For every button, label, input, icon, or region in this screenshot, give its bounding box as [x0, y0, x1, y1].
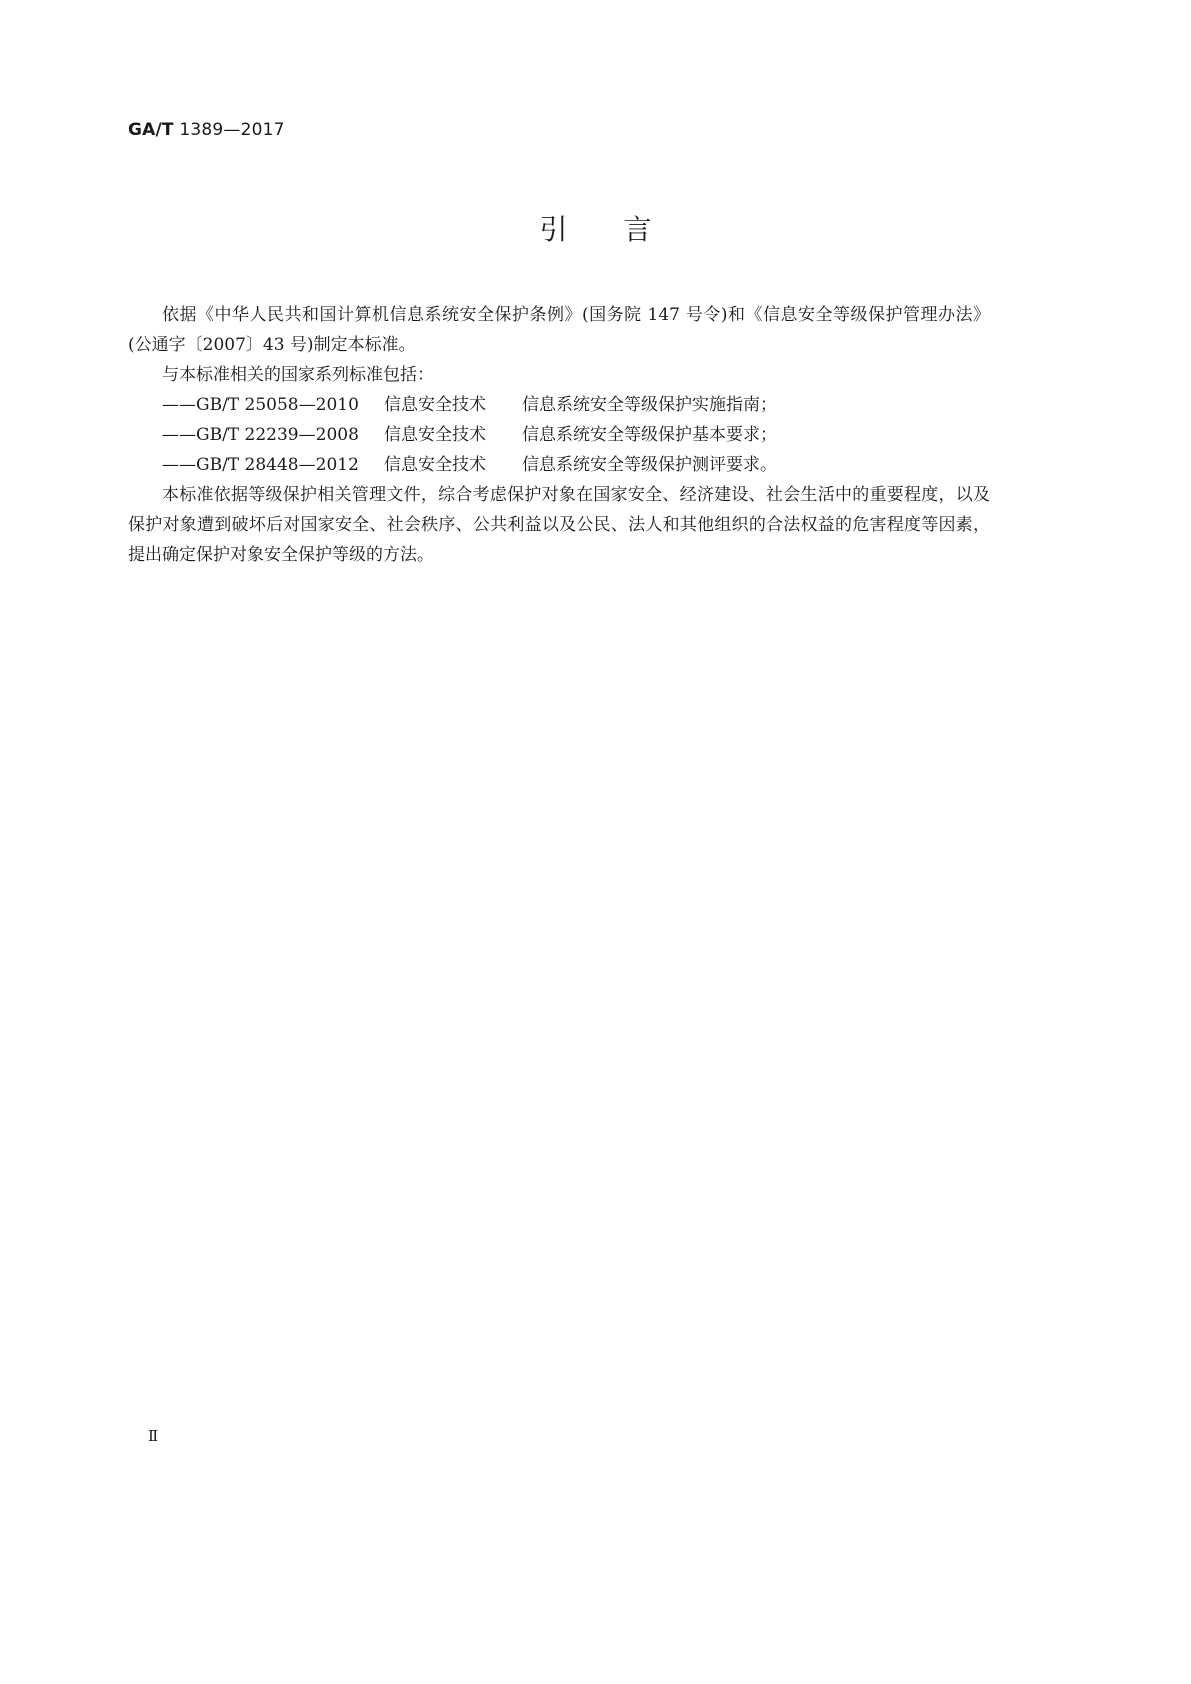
standard-title: 信息系统安全等级保护测评要求。	[522, 455, 777, 475]
page-number: Ⅱ	[148, 1427, 159, 1445]
standard-code: ——GB/T 25058—2010	[162, 395, 359, 415]
paragraph-related-standards-intro: 与本标准相关的国家系列标准包括：	[162, 365, 434, 385]
standard-category: 信息安全技术	[384, 395, 486, 415]
standard-category: 信息安全技术	[384, 425, 486, 445]
standard-code: ——GB/T 28448—2012	[162, 455, 359, 475]
standard-category: 信息安全技术	[384, 455, 486, 475]
standard-code: ——GB/T 22239—2008	[162, 425, 359, 445]
paragraph-basis: 依据《中华人民共和国计算机信息系统安全保护条例》(国务院 147 号令)和《信息安全等级保护管理办法》(公通字〔2007〕43 号)制定本标准。	[128, 305, 990, 355]
section-title: 引言	[539, 213, 708, 246]
document-header	[128, 120, 285, 140]
standard-title: 信息系统安全等级保护基本要求；	[522, 425, 777, 445]
standard-prefix: GA/T	[128, 120, 174, 140]
document-body	[128, 300, 990, 570]
standard-list-item	[128, 390, 990, 420]
standard-list-item	[128, 450, 990, 480]
standard-list-item	[128, 420, 990, 450]
standard-number: 1389—2017	[173, 120, 285, 140]
standard-title: 信息系统安全等级保护实施指南；	[522, 395, 777, 415]
paragraph-scope: 本标准依据等级保护相关管理文件，综合考虑保护对象在国家安全、经济建设、社会生活中的重要程度，以及保护对象遭到破坏后对国家安全、社会秩序、公共利益以及公民、法人和其他组织的合法权益的危害程度等因素，提出确定保护对象安全保护等级的方法。	[128, 485, 990, 565]
